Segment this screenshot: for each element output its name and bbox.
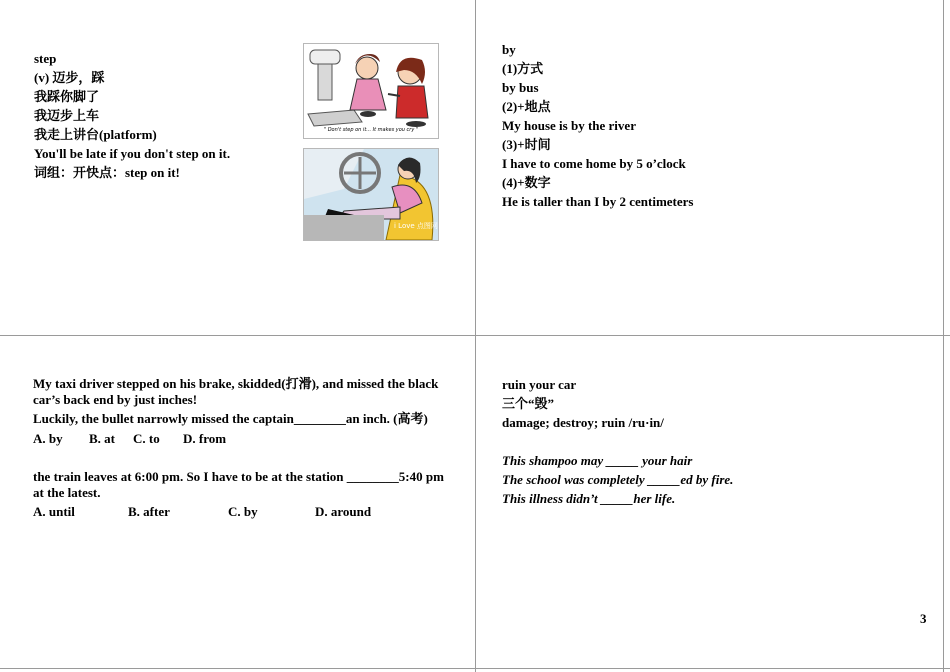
- phrase-line: 词组：开快点：step on it!: [34, 165, 180, 180]
- word-by: by: [502, 42, 516, 57]
- right-border: [943, 0, 944, 672]
- bottom-border: [0, 668, 950, 669]
- usage-4-example: He is taller than I by 2 centimeters: [502, 194, 694, 209]
- blank-sentence-2: The school was completely _____ed by fire.: [502, 472, 734, 487]
- usage-4-label: (4)+数字: [502, 175, 551, 190]
- word-ruin: ruin your car: [502, 377, 577, 392]
- question-1-option-b: B. at: [89, 431, 115, 446]
- synonym-list: damage; destroy; ruin /ru·in/: [502, 415, 664, 430]
- usage-2-label: (2)+地点: [502, 99, 551, 114]
- english-sentence: You'll be late if you don't step on it.: [34, 146, 231, 161]
- usage-2-example: My house is by the river: [502, 118, 636, 133]
- image-watermark: i Love 点图网: [394, 222, 438, 230]
- blank-sentence-1: This shampoo may _____ your hair: [502, 453, 693, 468]
- question-1-option-a: A. by: [33, 431, 63, 446]
- part-of-speech: (v) 迈步，踩: [34, 70, 105, 85]
- question-1-option-c: C. to: [133, 431, 160, 446]
- cartoon-caption: " Don't step on it... It makes you cry ": [323, 127, 419, 133]
- question-1-option-d: D. from: [183, 431, 227, 446]
- horizontal-divider: [0, 335, 950, 336]
- question-2-option-a: A. until: [33, 504, 75, 519]
- blank-sentence-3: This illness didn’t _____her life.: [502, 491, 676, 506]
- sentence-1-line-1: My taxi driver stepped on his brake, skidded(打滑), and missed the black: [33, 376, 439, 391]
- example-3: 我走上讲台(platform): [34, 127, 157, 142]
- question-2-option-c: C. by: [228, 504, 258, 519]
- question-1: Luckily, the bullet narrowly missed the captain________an inch. (高考): [33, 411, 428, 426]
- word-step: step: [34, 51, 57, 66]
- three-destroy-words: 三个“毁”: [502, 396, 555, 411]
- usage-1-example: by bus: [502, 80, 539, 95]
- sentence-1-line-2: car’s back end by just inches!: [33, 392, 198, 407]
- question-2-line-1: the train leaves at 6:00 pm. So I have to be at the station ________5:40 pm: [33, 469, 444, 484]
- cartoon-scale-illustration: [303, 43, 439, 139]
- example-1: 我踩你脚了: [34, 89, 100, 104]
- usage-3-example: I have to come home by 5 o’clock: [502, 156, 686, 171]
- usage-1-label: (1)方式: [502, 61, 544, 76]
- example-2: 我迈步上车: [34, 108, 100, 123]
- vertical-divider: [475, 0, 476, 672]
- question-2-option-d: D. around: [315, 504, 372, 519]
- question-2-line-2: at the latest.: [33, 485, 101, 500]
- page-number: 3: [920, 611, 927, 626]
- usage-3-label: (3)+时间: [502, 137, 551, 152]
- cartoon-driver-illustration: [303, 148, 439, 241]
- question-2-option-b: B. after: [128, 504, 170, 519]
